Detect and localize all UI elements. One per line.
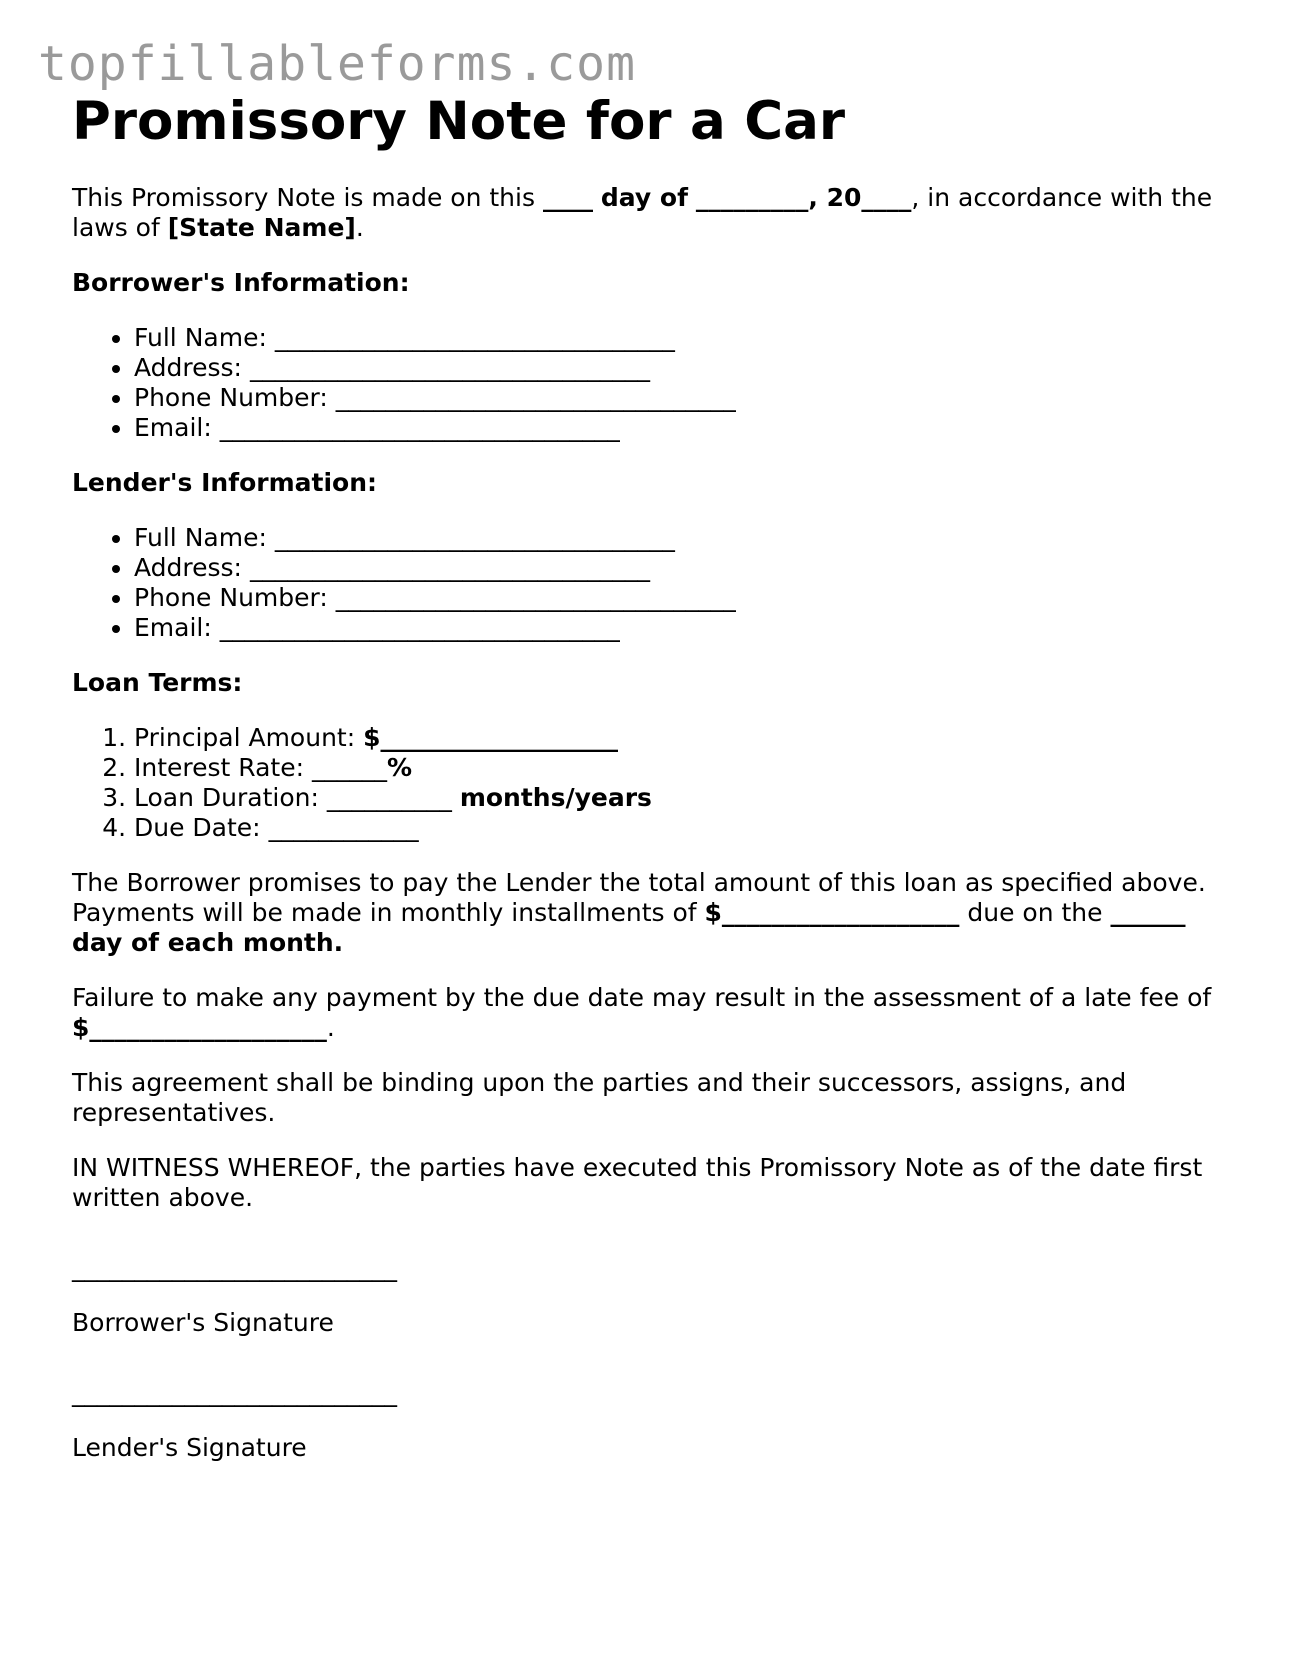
lender-name-field[interactable]: ________________________________	[274, 522, 675, 552]
lender-name-label: Full Name:	[134, 522, 267, 552]
duration-unit: months/years	[459, 782, 652, 812]
principal-field[interactable]: ___________________	[380, 722, 619, 752]
lender-phone-label: Phone Number:	[134, 582, 328, 612]
list-item	[134, 753, 1232, 783]
state-name[interactable]: [State Name]	[167, 212, 356, 242]
intro-prefix: This Promissory Note is made on this	[72, 182, 535, 212]
list-item	[134, 383, 1232, 413]
lender-info-list	[72, 523, 1232, 643]
borrower-name-label: Full Name:	[134, 322, 267, 352]
list-item	[134, 323, 1232, 353]
borrower-phone-label: Phone Number:	[134, 382, 328, 412]
list-item	[134, 583, 1232, 613]
list-item	[134, 523, 1232, 553]
document-page	[72, 92, 1232, 1463]
interest-label: Interest Rate:	[134, 752, 305, 782]
late-fee-paragraph	[72, 983, 1232, 1043]
lender-phone-field[interactable]: ________________________________	[335, 582, 736, 612]
lender-address-field[interactable]: ________________________________	[249, 552, 650, 582]
principal-label: Principal Amount:	[134, 722, 356, 752]
borrower-address-label: Address:	[134, 352, 242, 382]
year-prefix: , 20	[808, 182, 862, 212]
borrower-signature-label: Borrower's Signature	[72, 1307, 334, 1337]
list-item	[134, 783, 1232, 813]
payment-text: The Borrower promises to pay the Lender the total amount of this loan as specified above. Payments will be made in monthly installments of	[72, 867, 1206, 927]
late-fee-end: .	[326, 1012, 335, 1042]
duration-field[interactable]: __________	[326, 782, 452, 812]
list-item	[134, 553, 1232, 583]
intro-paragraph	[72, 183, 1232, 243]
page-title: Promissory Note for a Car	[72, 91, 846, 152]
lender-email-field[interactable]: ________________________________	[219, 612, 620, 642]
late-fee-text: Failure to make any payment by the due date may result in the assessment of a late fee of	[72, 982, 1212, 1012]
borrower-address-field[interactable]: ________________________________	[249, 352, 650, 382]
intro-middle: , in accordance with the laws of	[72, 182, 1213, 242]
duration-label: Loan Duration:	[134, 782, 319, 812]
principal-dollar: $	[363, 722, 381, 752]
borrower-email-field[interactable]: ________________________________	[219, 412, 620, 442]
due-date-field[interactable]: ____________	[268, 812, 419, 842]
year-blank[interactable]: ____	[861, 182, 912, 212]
borrower-signature-line[interactable]: __________________________	[72, 1252, 397, 1282]
interest-percent: %	[387, 752, 413, 782]
interest-field[interactable]: ______	[312, 752, 387, 782]
borrower-email-label: Email:	[134, 412, 212, 442]
lender-address-label: Address:	[134, 552, 242, 582]
lender-heading: Lender's Information:	[72, 467, 377, 497]
list-item	[134, 723, 1232, 753]
list-item	[134, 813, 1232, 843]
lender-signature-label: Lender's Signature	[72, 1432, 307, 1462]
borrower-heading: Borrower's Information:	[72, 267, 410, 297]
loan-terms-heading: Loan Terms:	[72, 667, 243, 697]
late-fee-dollar: $	[72, 1012, 90, 1042]
day-blank[interactable]: ____	[542, 182, 593, 212]
day-of-text: day of	[600, 182, 688, 212]
payment-day-text: day of each month.	[72, 927, 344, 957]
lender-email-label: Email:	[134, 612, 212, 642]
watermark: topfillableforms.com	[38, 36, 636, 92]
borrower-phone-field[interactable]: ________________________________	[335, 382, 736, 412]
payment-day-field[interactable]: ______	[1110, 897, 1186, 927]
late-fee-field[interactable]: ___________________	[89, 1012, 327, 1042]
borrower-info-list	[72, 323, 1232, 443]
list-item	[134, 413, 1232, 443]
witness-paragraph: IN WITNESS WHEREOF, the parties have executed this Promissory Note as of the date first written above.	[72, 1152, 1203, 1212]
month-blank[interactable]: _________	[695, 182, 809, 212]
binding-paragraph: This agreement shall be binding upon the parties and their successors, assigns, and representatives.	[72, 1067, 1127, 1127]
borrower-name-field[interactable]: ________________________________	[274, 322, 675, 352]
loan-terms-list	[72, 723, 1232, 843]
lender-signature-line[interactable]: __________________________	[72, 1377, 397, 1407]
payment-paragraph	[72, 868, 1232, 958]
due-date-label: Due Date:	[134, 812, 261, 842]
intro-end: .	[355, 212, 364, 242]
installment-amount-field[interactable]: ___________________	[721, 897, 960, 927]
list-item	[134, 353, 1232, 383]
payment-due-text: due on the	[967, 897, 1103, 927]
payment-dollar: $	[704, 897, 722, 927]
list-item	[134, 613, 1232, 643]
